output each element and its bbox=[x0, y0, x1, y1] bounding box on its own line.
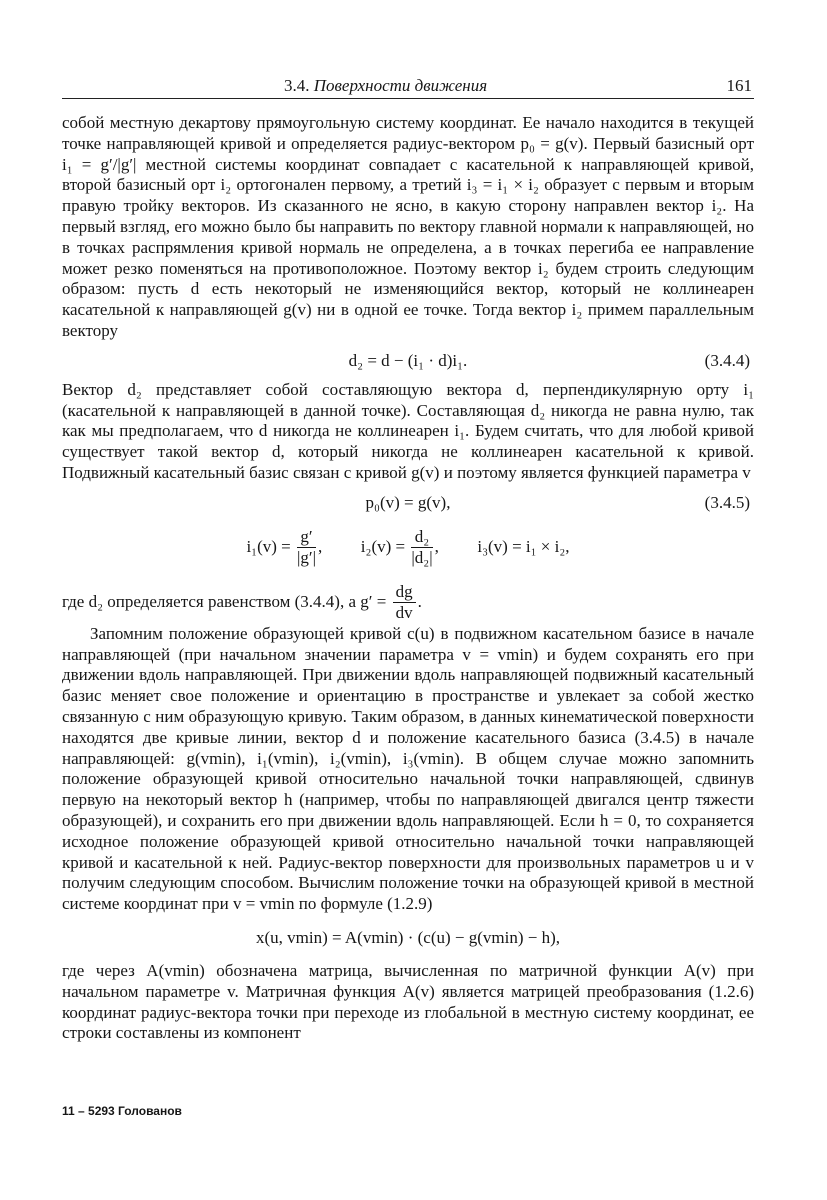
i1-comma: , bbox=[318, 536, 323, 556]
paragraph-3: Запомним положение образующей кривой c(u) в подвижном касательном базисе в начале направляющей (при начальном значении параметра v = vmin) и будем сохранять его при движении вдоль направляющей. При движении вдоль направляющей подвижный касательный базис меняет свое положение и ориентацию в пространстве и увлекает за собой жестко связанную с ним образующую кривую. Таким образом, в данных кинематической поверхности находятся две кривые линии, вектор d и положение касательного базиса (3.4.5) в начале направляющей: g(vmin), i₁(vmin), i₂(vmin), i₃(vmin). В общем случае можно запомнить положение образующей кривой относительно начальной точки направляющей, сдвинув первую на некоторый вектор h (например, чтобы по направляющей двигался центр тяжести образующей), и сохранить его при движении вдоль направляющей. Если h = 0, то сохраняется исходное положение образующей кривой относительно начальной точки направляющей кривой и касательной к ней. Радиус-вектор поверхности для произвольных параметров u и v получим следующим способом. Вычислим положение точки на образующей кривой в местной системе координат при v = vmin по формуле (1.2.9) bbox=[62, 623, 754, 914]
section-heading bbox=[284, 76, 487, 96]
equation-3-4-4 bbox=[62, 342, 754, 380]
section-number: 3.4. bbox=[284, 76, 310, 95]
i1-numerator: g′ bbox=[297, 527, 316, 548]
i2-fraction bbox=[411, 527, 432, 568]
paragraph-1: собой местную декартову прямоугольную систему координат. Ее начало находится в текущей точке направляющей кривой и определяется радиус-вектором p₀ = g(v). Первый базисный орт i₁ = g′/|g′| местной системы координат совпадает с касательной к направляющей кривой, второй базисный орт i₂ ортогонален первому, а третий i₃ = i₁ × i₂ образует с первым и вторым правую тройку векторов. Из сказанного не ясно, в какую сторону направлен вектор i₂. На первый взгляд, его можно было бы направить по вектору главной нормали к направляющей, но в точках распрямления кривой нормаль не определена, а в точках перегиба ее направление может резко поменяться на противоположное. Поэтому вектор i₂ будем строить следующим образом: пусть d есть некоторый не изменяющийся вектор, который не коллинеарен касательной к направляющей g(v) ни в одной ее точке. Тогда вектор i₂ примем параллельным вектору bbox=[62, 113, 754, 340]
i2-lhs: i₂(v) = bbox=[360, 536, 406, 556]
derivative-denominator: dv bbox=[395, 603, 413, 623]
paragraph-2: Вектор d₂ представляет собой составляющую вектора d, перпендикулярную орту i₁ (касательной к направляющей в данной точке). Составляющая d₂ никогда не равна нулю, так как мы предполагаем, что d никогда не коллинеарен i₁. Будем считать, что для любой кривой существует такой вектор d, который никогда не коллинеарен касательной к кривой. Подвижный касательный базис связан с кривой g(v) и поэтому является функцией параметра v bbox=[62, 379, 754, 482]
equation-formula: d₂ = d − (i₁ · d)i₁. bbox=[348, 350, 468, 370]
page-number: 161 bbox=[726, 76, 752, 95]
paragraph-4: где через A(vmin) обозначена матрица, вычисленная по матричной функции A(v) при начальном параметре v. Матричная функция A(v) является матрицей преобразования (1.2.6) координат радиус-вектора точки при переходе из глобальной в местную систему координат, ее строки составлены из компонент bbox=[62, 960, 754, 1043]
derivative-fraction bbox=[393, 582, 416, 623]
i2-numerator: d₂ bbox=[411, 527, 432, 548]
equation-x bbox=[62, 915, 754, 961]
equation-number: (3.4.4) bbox=[704, 350, 750, 370]
i1-denominator: |g′| bbox=[297, 548, 317, 568]
equation-formula: x(u, vmin) = A(vmin) · (c(u) − g(vmin) − h), bbox=[255, 927, 560, 947]
i1-lhs: i₁(v) = bbox=[246, 536, 291, 556]
section-title: Поверхности движения bbox=[313, 76, 488, 95]
running-header bbox=[62, 76, 754, 99]
equation-3-4-5 bbox=[62, 484, 754, 580]
derivative-numerator: dg bbox=[393, 582, 416, 603]
i2-comma: , bbox=[434, 536, 439, 556]
page-body bbox=[62, 113, 754, 1044]
where-text: где d₂ определяется равенством (3.4.4), а g′ = bbox=[62, 591, 387, 611]
where-line bbox=[62, 580, 754, 624]
equation-row-basis bbox=[62, 522, 754, 572]
where-period: . bbox=[417, 591, 422, 611]
i3-expression: i₃(v) = i₁ × i₂, bbox=[477, 536, 570, 556]
signature-footer: 11 – 5293 Голованов bbox=[62, 1104, 182, 1118]
i1-fraction bbox=[297, 527, 316, 568]
i2-denominator: |d₂| bbox=[411, 548, 433, 568]
equation-row-p0: p₀(v) = g(v), bbox=[365, 492, 451, 512]
equation-number: (3.4.5) bbox=[704, 492, 750, 512]
